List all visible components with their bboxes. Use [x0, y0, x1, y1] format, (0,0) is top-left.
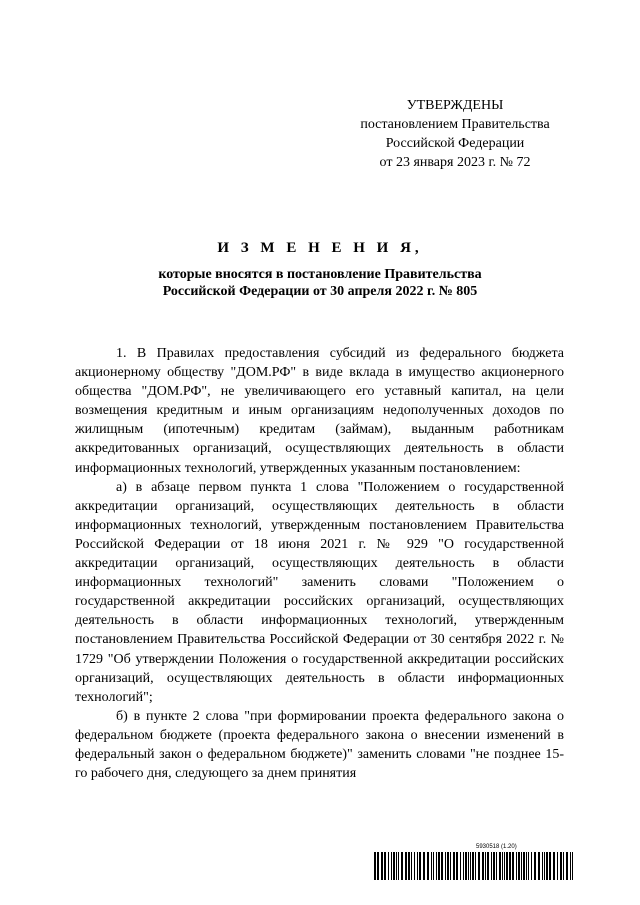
subtitle-line-1: которые вносятся в постановление Правительства — [158, 267, 482, 282]
document-title: И З М Е Н Е Н И Я, — [217, 240, 423, 256]
barcode-image — [374, 852, 574, 880]
document-body — [75, 344, 564, 783]
subtitle-line-2: Российской Федерации от 30 апреля 2022 г. № 805 — [162, 284, 478, 299]
approval-line-federation: Российской Федерации — [385, 136, 525, 151]
approval-heading: УТВЕРЖДЕНЫ — [406, 98, 504, 113]
paragraph-subitem-b: б) в пункте 2 слова "при формировании проекта федерального закона о федеральном бюджете (проекта федерального закона о внесении изменений в федеральный закон о федеральном бюджете)" заменить словами "не позднее 15-го рабочего дня, следующего за днем принятия — [75, 708, 564, 782]
approval-line-date: от 23 января 2023 г. № 72 — [379, 155, 531, 170]
paragraph-item-1: 1. В Правилах предоставления субсидий из федерального бюджета акционерному обществу "ДОМ.РФ" в виде вклада в имущество акционерного общества "ДОМ.РФ", не увеличивающего его уставный капитал, на цели возмещения кредитным и иным организациям недополученных доходов по жилищным (ипотечным) кредитам (займам), выданным работникам аккредитованных организаций, осуществляющих деятельность в области информационных технологий, утвержденных указанным постановлением: — [75, 346, 564, 476]
barcode-label: 5930518 (1.20) — [476, 844, 517, 850]
approval-stamp — [340, 96, 570, 172]
paragraph-subitem-a: а) в абзаце первом пункта 1 слова "Положением о государственной аккредитации организаций, осуществляющих деятельность в области информационных технологий, утвержденным постановлением Правительства Российской Федерации от 18 июня 2021 г. № 929 "О государственной аккредитации организаций, осуществляющих деятельность в области информационных технологий" заменить словами "Положением о государственной аккредитации российских организаций, осуществляющих деятельность в области информационных технологий, утвержденным постановлением Правительства Российской Федерации от 30 сентября 2022 г. № 1729 "Об утверждении Положения о государственной аккредитации российских организаций, осуществляющих деятельность в области информационных технологий"; — [75, 479, 564, 705]
approval-line-resolution: постановлением Правительства — [360, 117, 550, 132]
document-subtitle — [100, 266, 540, 300]
